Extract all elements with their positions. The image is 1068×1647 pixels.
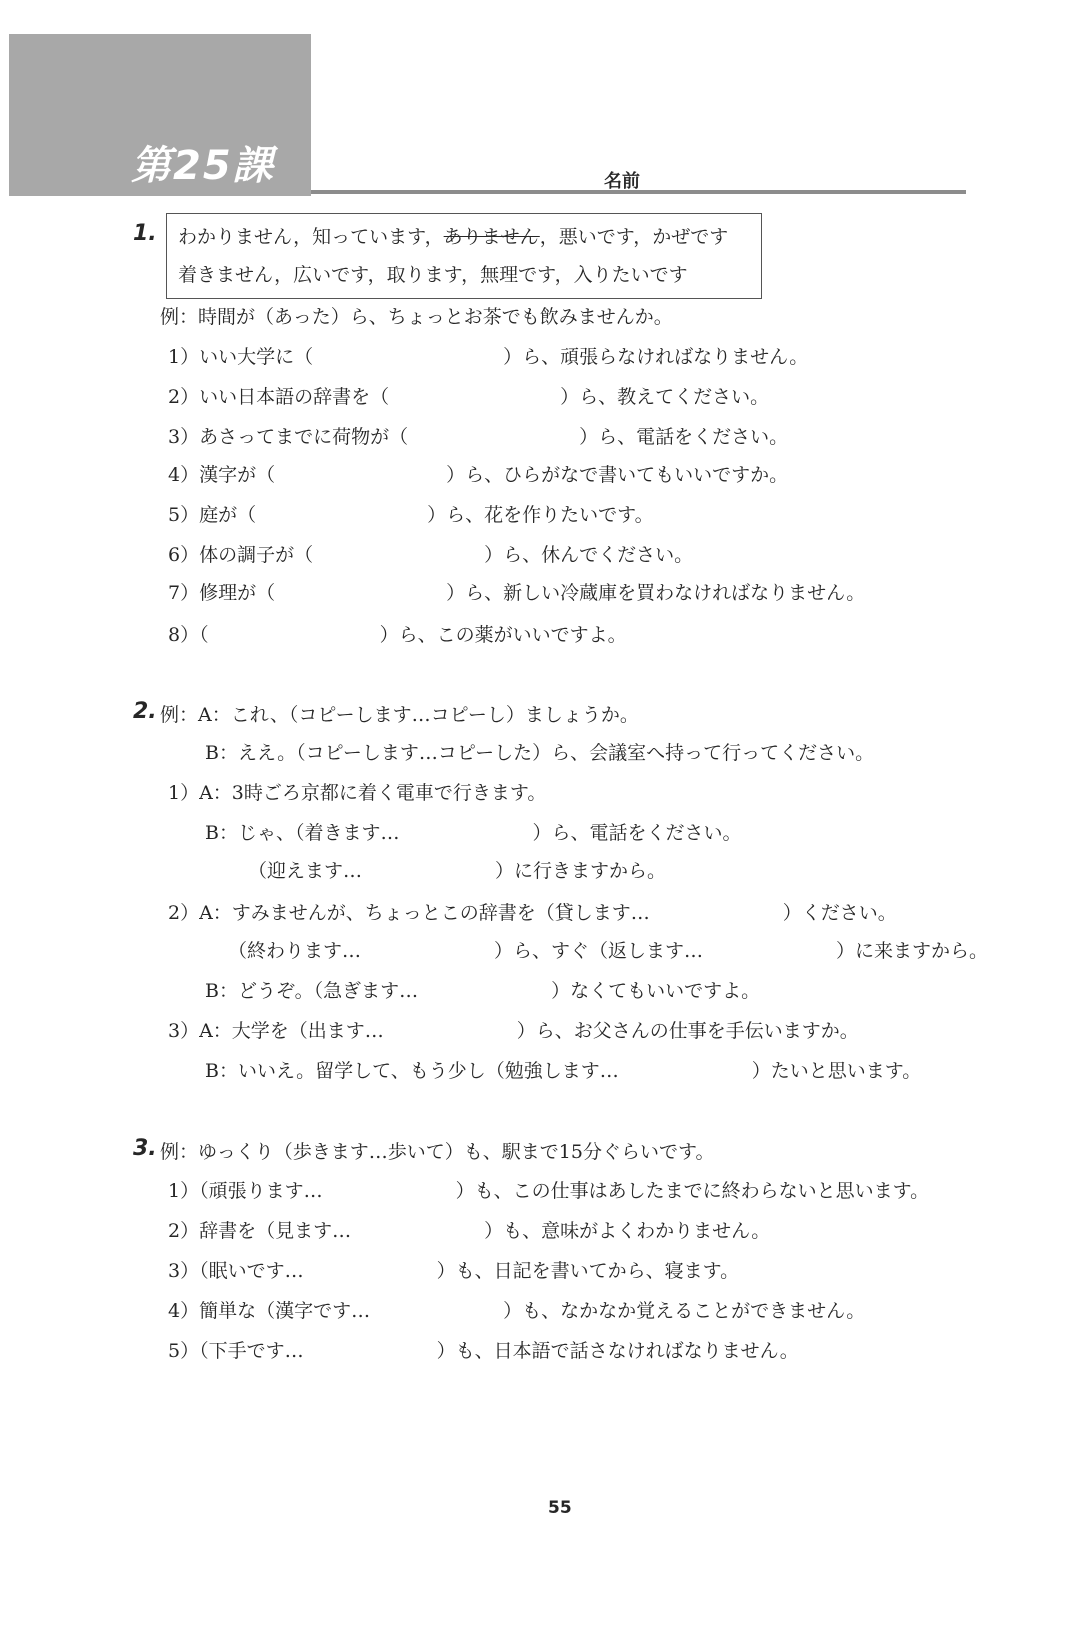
- lesson-title: 第25課: [131, 143, 275, 189]
- section-1-item: 5）庭が（ ）ら、花を作りたいです。: [168, 504, 654, 526]
- page-number: 55: [548, 1498, 572, 1518]
- section-2-line: （迎えます… ）に行きますから。: [248, 860, 667, 882]
- section-3-number: 3.: [133, 1136, 157, 1161]
- section-1-item: 3）あさってまでに荷物が（ ）ら、電話をください。: [168, 426, 789, 448]
- section-1-item: 7）修理が（ ）ら、新しい冷蔵庫を買わなければなりません。: [168, 582, 866, 604]
- section-3-line: 5）（下手です… ）も、日本語で話さなければなりません。: [168, 1340, 799, 1362]
- section-2-line: 3）A：大学を（出ます… ）ら、お父さんの仕事を手伝いますか。: [168, 1020, 859, 1042]
- section-3-line: 1）（頑張ります… ）も、この仕事はあしたまでに終わらないと思います。: [168, 1180, 930, 1202]
- name-field-label: 名前: [604, 171, 640, 192]
- section-2-number: 2.: [133, 699, 157, 724]
- section-1-item: 4）漢字が（ ）ら、ひらがなで書いてもいいですか。: [168, 464, 789, 486]
- section-2-line: 1）A：3時ごろ京都に着く電車で行きます。: [168, 782, 547, 804]
- section-1-example: 例：時間が（あった）ら、ちょっとお茶でも飲みませんか。: [160, 306, 673, 328]
- section-1-item: 2）いい日本語の辞書を（ ）ら、教えてください。: [168, 386, 770, 408]
- section-1-number: 1.: [133, 221, 157, 246]
- word-bank-row-1: [178, 222, 728, 249]
- section-1-item: 1）いい大学に（ ）ら、頑張らなければなりません。: [168, 346, 809, 368]
- section-2-line: 2）A：すみませんが、ちょっとこの辞書を（貸します… ）ください。: [168, 902, 897, 924]
- section-2-line: B：どうぞ。（急ぎます… ）なくてもいいですよ。: [205, 980, 761, 1002]
- section-3-line: 例：ゆっくり（歩きます…歩いて）も、駅まで15分ぐらいです。: [160, 1141, 715, 1163]
- section-3-line: 4）簡単な（漢字です… ）も、なかなか覚えることができません。: [168, 1300, 866, 1322]
- word-bank-word: ，悪いです，かぜです: [539, 226, 729, 248]
- section-2-line: 例：A：これ、（コピーします…コピーし）ましょうか。: [160, 704, 639, 726]
- section-1-item: 6）体の調子が（ ）ら、休んでください。: [168, 544, 694, 566]
- word-bank-word: わかりません，: [178, 226, 313, 248]
- section-3-line: 2）辞書を（見ます… ）も、意味がよくわかりません。: [168, 1220, 771, 1242]
- section-2-line: B：ええ。（コピーします…コピーした）ら、会議室へ持って行ってください。: [205, 742, 875, 764]
- word-bank-word: 知っています，: [312, 226, 444, 248]
- section-2-line: B：じゃ、（着きます… ）ら、電話をください。: [205, 822, 742, 844]
- word-bank-used-word: ありません: [443, 226, 540, 248]
- section-1-item: 8）（ ）ら、この薬がいいですよ。: [168, 624, 627, 646]
- section-3-line: 3）（眠いです… ）も、日記を書いてから、寝ます。: [168, 1260, 740, 1282]
- section-2-line: B：いいえ。留学して、もう少し（勉強します… ）たいと思います。: [205, 1060, 922, 1082]
- section-2-line: （終わります… ）ら、すぐ（返します… ）に来ますから。: [228, 940, 989, 962]
- word-bank-row-2: 着きません，広いです，取ります，無理です，入りたいです: [178, 264, 688, 286]
